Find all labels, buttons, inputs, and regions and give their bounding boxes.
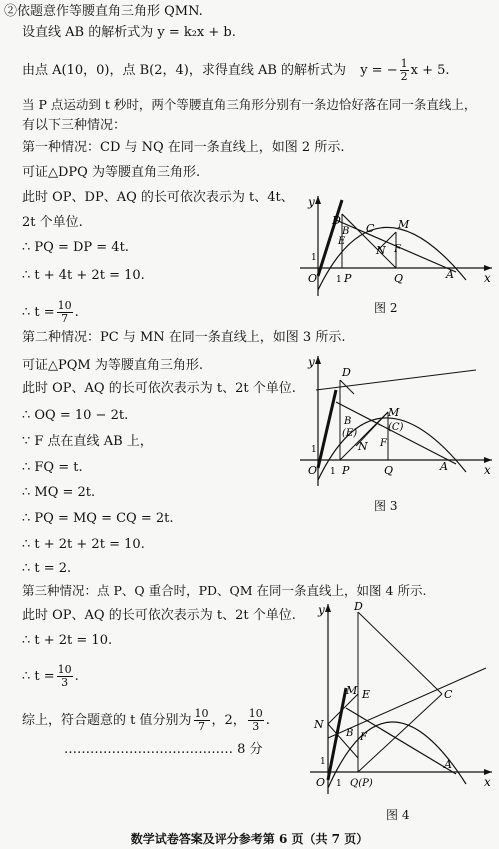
fig4-N: N: [314, 718, 324, 731]
line-5: 有以下三种情况：: [22, 118, 127, 133]
case-2-d: ∵ F 点在直线 AB 上，: [22, 434, 153, 449]
case-1-a: 可证△DPQ 为等腰直角三角形.: [22, 165, 201, 180]
fig2-O: O: [308, 272, 318, 285]
figure-4: [306, 598, 496, 798]
case-1-d: ∴ PQ = DP = 4t.: [22, 240, 129, 255]
fig3-one-x: 1: [330, 467, 336, 477]
summary-fraction-10-7: [194, 708, 210, 733]
fraction-10-7: [57, 300, 73, 325]
case-2-i: ∴ t = 2.: [22, 561, 72, 576]
fig3-B: B: [344, 416, 352, 427]
figure-2: [296, 190, 496, 300]
fig2-M: M: [398, 218, 410, 231]
fig3-A: A: [440, 460, 448, 473]
fig3-y-label: y: [308, 355, 315, 369]
fig4-M: M: [346, 684, 358, 697]
line-3-eq: y = −: [360, 63, 398, 78]
frac-den: 3: [61, 676, 69, 689]
line-3-tail: x + 5.: [410, 63, 450, 78]
fig4-one-x: 1: [336, 779, 342, 789]
fig4-x-label: x: [484, 775, 491, 789]
case-3-title: 第三种情况：点 P、Q 重合时，PD、QM 在同一条直线上，如图 4 所示.: [22, 583, 427, 598]
case-3-b: ∴ t + 2t = 10.: [22, 633, 113, 648]
caption-fig-3: 图 3: [374, 499, 398, 513]
line-3-text: 由点 A(10，0)，点 B(2，4)，求得直线 AB 的解析式为: [22, 63, 347, 78]
fig4-B: B: [346, 728, 354, 739]
case-1-e: ∴ t + 4t + 2t = 10.: [22, 268, 145, 283]
frac-num: 1: [400, 57, 408, 70]
case-2-title: 第二种情况：PC 与 MN 在同一条直线上，如图 3 所示.: [22, 330, 346, 345]
fig3-Q: Q: [384, 464, 394, 477]
fraction-10-3: [57, 664, 73, 689]
frac-den: 7: [61, 312, 69, 325]
case-2-e: ∴ FQ = t.: [22, 460, 83, 475]
fig3-O: O: [308, 464, 318, 477]
fig3-E: (E): [342, 428, 358, 439]
fig3-P: P: [342, 464, 350, 477]
frac-den: 3: [252, 720, 260, 733]
fig4-C: C: [444, 688, 453, 701]
frac-num: 10: [248, 707, 263, 720]
fig2-Q: Q: [394, 272, 404, 285]
summary-text: 综上，符合题意的 t 值分别为: [22, 713, 192, 728]
score-line: ………………………………… 8 分: [64, 742, 263, 757]
fig2-one-x: 1: [336, 275, 342, 285]
fig2-F: F: [394, 244, 401, 255]
fig2-D: D: [332, 214, 341, 227]
fig3-M: M: [388, 406, 400, 419]
case-2-a: 可证△PQM 为等腰直角三角形.: [22, 358, 203, 373]
fig3-F: F: [380, 438, 387, 449]
fig3-N: N: [358, 440, 368, 453]
line-4: 当 P 点运动到 t 秒时，两个等腰直角三角形分别有一条边恰好落在同一条直线上，: [22, 97, 477, 112]
frac-den: 2: [400, 70, 408, 83]
case-1-b: 此时 OP、DP、AQ 的长可依次表示为 t、4t、: [22, 190, 294, 205]
fig2-x-label: x: [484, 271, 491, 285]
fig2-one: 1: [311, 253, 317, 263]
summary: 综上，符合题意的 t 值分别为 $\frac{10}{7}$ ，2， $\frac{10}{3}$ .: [22, 707, 270, 733]
fig2-E: E: [338, 236, 346, 247]
fig2-y-label: y: [308, 195, 315, 209]
fig2-A: A: [446, 268, 454, 281]
fig4-A: A: [444, 758, 452, 771]
case-2-b: 此时 OP、AQ 的长可依次表示为 t、2t 个单位.: [22, 381, 296, 396]
case-3-c: ∴ t = $\frac{10}{3}$ .: [22, 663, 79, 689]
case-1-c: 2t 个单位.: [22, 215, 83, 230]
frac-den: 7: [198, 720, 205, 733]
case-2-h: ∴ t + 2t + 2t = 10.: [22, 537, 145, 552]
case-3-a: 此时 OP、AQ 的长可依次表示为 t、2t 个单位.: [22, 608, 296, 623]
line-2: 设直线 AB 的解析式为 y = k₂x + b.: [22, 25, 236, 40]
fig3-one: 1: [311, 445, 317, 455]
fig3-x-label: x: [484, 463, 491, 477]
frac-num: 10: [194, 707, 209, 720]
fig3-C: (C): [388, 422, 404, 433]
case-3-c-text: ∴ t =: [22, 669, 55, 684]
fig2-B: B: [342, 226, 350, 237]
page-footer: 数学试卷答案及评分参考第 6 页（共 7 页）: [130, 832, 369, 846]
fig4-QP: Q(P): [350, 778, 373, 789]
fraction-half: [400, 58, 409, 83]
case-1-f: ∴ t = $\frac{10}{7}$ .: [22, 299, 79, 325]
fig3-D: D: [342, 366, 351, 379]
frac-num: 10: [57, 299, 72, 312]
fig2-C: C: [366, 222, 375, 235]
fig4-one: 1: [320, 757, 326, 767]
summary-fraction-10-3: [248, 708, 264, 733]
fig4-y-label: y: [318, 603, 325, 617]
fig4-D: D: [354, 600, 363, 613]
frac-num: 10: [57, 663, 72, 676]
fig2-P: P: [344, 272, 352, 285]
line-1: ②依题意作等腰直角三角形 QMN.: [4, 4, 203, 19]
line-3: [22, 58, 450, 83]
caption-fig-4: 图 4: [386, 808, 410, 822]
case-2-c: ∴ OQ = 10 − 2t.: [22, 408, 129, 423]
case-2-f: ∴ MQ = 2t.: [22, 485, 96, 500]
fig4-E: E: [362, 688, 371, 701]
fig4-F: F: [360, 732, 367, 743]
case-1-f-text: ∴ t =: [22, 305, 55, 320]
case-2-g: ∴ PQ = MQ = CQ = 2t.: [22, 511, 174, 526]
figure-3: [296, 350, 496, 490]
fig4-O: O: [316, 776, 326, 789]
fig2-N: N: [376, 244, 386, 257]
caption-fig-2: 图 2: [374, 301, 398, 315]
case-1-title: 第一种情况：CD 与 NQ 在同一条直线上，如图 2 所示.: [22, 140, 345, 155]
summary-mid: ，2，: [211, 713, 246, 728]
